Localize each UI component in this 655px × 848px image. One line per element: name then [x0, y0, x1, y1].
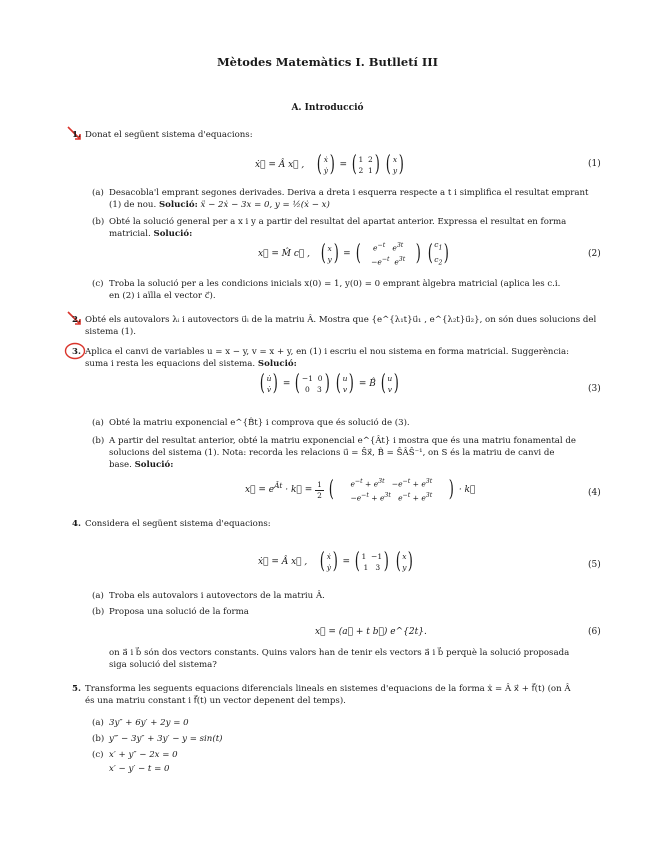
equation-2: x⃗ = M̂ c⃗ , ( x y) = ( $e^{-t}$ $e^{3t}$ $-e^{-t}$ $e^{3t}$ ) ( $c_1$ $c_2$)	[258, 240, 450, 266]
item-1c-label: (c)	[92, 279, 104, 289]
equation-3: ( u̇ v̇) = ( −1 0 0 3 ) ( u v) = B̂ ( u v)	[259, 371, 400, 396]
item-3b-label: (b)	[92, 436, 105, 446]
problem-5-text-2: és una matriu constant i f⃗(t) un vector depenent del temps).	[85, 696, 346, 706]
item-1c-text-2: en (2) i aïlla el vector c⃗).	[109, 291, 216, 301]
item-5c-label: (c)	[92, 750, 104, 760]
item-5c-text: x′ + y″ − 2x = 0	[109, 750, 178, 760]
item-4a-text: Troba els autovalors i autovectors de la matriu Â.	[109, 591, 325, 601]
problem-2-text: Obté els autovalors λᵢ i autovectors u⃗ᵢ de la matriu Â. Mostra que {e^{λ₁t}u⃗₁ , e^{λ₂t}u⃗₂}, on són dues solucions del	[85, 315, 597, 325]
item-3a-text: Obté la matriu exponencial e^{B̂t} i comprova que és solució de (3).	[109, 418, 410, 428]
item-4b-text-3: siga solució del sistema?	[109, 660, 217, 670]
problem-3-number: 3.	[72, 347, 81, 357]
equation-number-2: (2)	[588, 249, 601, 259]
item-5c-text-2: x′ − y′ − t = 0	[109, 764, 170, 774]
equation-4: x⃗ = $e^{Ât}$ · k⃗ = 1 2 ( $e^{-t} + e^{3t} -e^{-t} + e^{3t}$ $-e^{-t} + e^{3t}$ $e^{-t} + e^{3t}$ ) · k⃗	[245, 477, 476, 502]
section-heading: A. Introducció	[291, 103, 364, 113]
item-5a-text: 3y″ + 6y′ + 2y = 0	[109, 718, 189, 728]
item-4a-label: (a)	[92, 591, 104, 601]
item-1c-text: Troba la solució per a les condicions inicials x(0) = 1, y(0) = 0 emprant àlgebra matricial (aplica les c.i.	[109, 279, 561, 289]
item-4b-label: (b)	[92, 607, 105, 617]
item-3b-text: A partir del resultat anterior, obté la matriu exponencial e^{Ât} i mostra que és una matriu fonamental de	[109, 436, 576, 446]
item-4b-text-2: on a⃗ i b⃗ són dos vectors constants. Quins valors han de tenir els vectors a⃗ i b⃗ perquè la solució proposada	[109, 648, 570, 658]
problem-1-number: 1.	[72, 130, 81, 140]
problem-5-number: 5.	[72, 684, 81, 694]
item-5a-label: (a)	[92, 718, 104, 728]
item-1b-text-2: matricial. Solució:	[109, 229, 193, 239]
equation-5: ẋ⃗ = Â x⃗ , ( ẋ ẏ) = ( 1 −1 1 3 ) ( x y)	[258, 549, 414, 574]
equation-number-1: (1)	[588, 159, 601, 169]
problem-4-text: Considera el següent sistema d'equacions:	[85, 519, 271, 529]
problem-1-text: Donat el següent sistema d'equacions:	[85, 130, 253, 140]
item-3a-label: (a)	[92, 418, 104, 428]
item-1a-label: (a)	[92, 188, 104, 198]
item-1a-text: Desacobla'l emprant segones derivades. Deriva a dreta i esquerra respecte a t i simplifica el resultat emprant	[109, 188, 589, 198]
problem-2-text-2: sistema (1).	[85, 327, 137, 337]
item-4b-text: Proposa una solució de la forma	[109, 607, 249, 617]
item-1a-text-2: (1) de nou. Solució: ẍ − 2ẋ − 3x = 0, y = ½(ẋ − x)	[109, 200, 330, 210]
problem-5-text: Transforma les seguents equacions diferencials lineals en sistemes d'equacions de la forma ẋ = Â x⃗ + f⃗(t) (on Â	[85, 684, 571, 694]
problem-2-number: 2.	[72, 315, 81, 325]
item-5b-label: (b)	[92, 734, 105, 744]
equation-1: ẋ⃗ = Â x⃗ , ( ẋ ẏ) = ( 1 2 2 1) ( x y)	[255, 152, 405, 177]
equation-number-5: (5)	[588, 560, 601, 570]
page-title: Mètodes Matemàtics I. Butlletí III	[216, 55, 439, 69]
equation-number-6: (6)	[588, 627, 601, 637]
problem-4-number: 4.	[72, 519, 81, 529]
equation-number-4: (4)	[588, 488, 601, 498]
equation-6: x⃗ = (a⃗ + t b⃗) e^{2t}.	[315, 627, 427, 637]
problem-3-text: Aplica el canvi de variables u = x − y, v = x + y, en (1) i escriu el nou sistema en forma matricial. Suggerència:	[85, 347, 570, 357]
item-3b-text-2: solucions del sistema (1). Nota: recorda les relacions u⃗ = Ŝx⃗, B̂ = ŜÂŜ⁻¹, on S és la matriu de canvi de	[109, 448, 555, 458]
item-3b-text-3: base. Solució:	[109, 460, 174, 470]
equation-number-3: (3)	[588, 384, 601, 394]
problem-3-text-2: suma i resta les equacions del sistema. Solució:	[85, 359, 297, 369]
item-5b-text: y‴ − 3y″ + 3y′ − y = sin(t)	[109, 734, 223, 744]
item-1b-text: Obté la solució general per a x i y a partir del resultat del apartat anterior. Expressa el resultat en forma	[109, 217, 567, 227]
item-1b-label: (b)	[92, 217, 105, 227]
